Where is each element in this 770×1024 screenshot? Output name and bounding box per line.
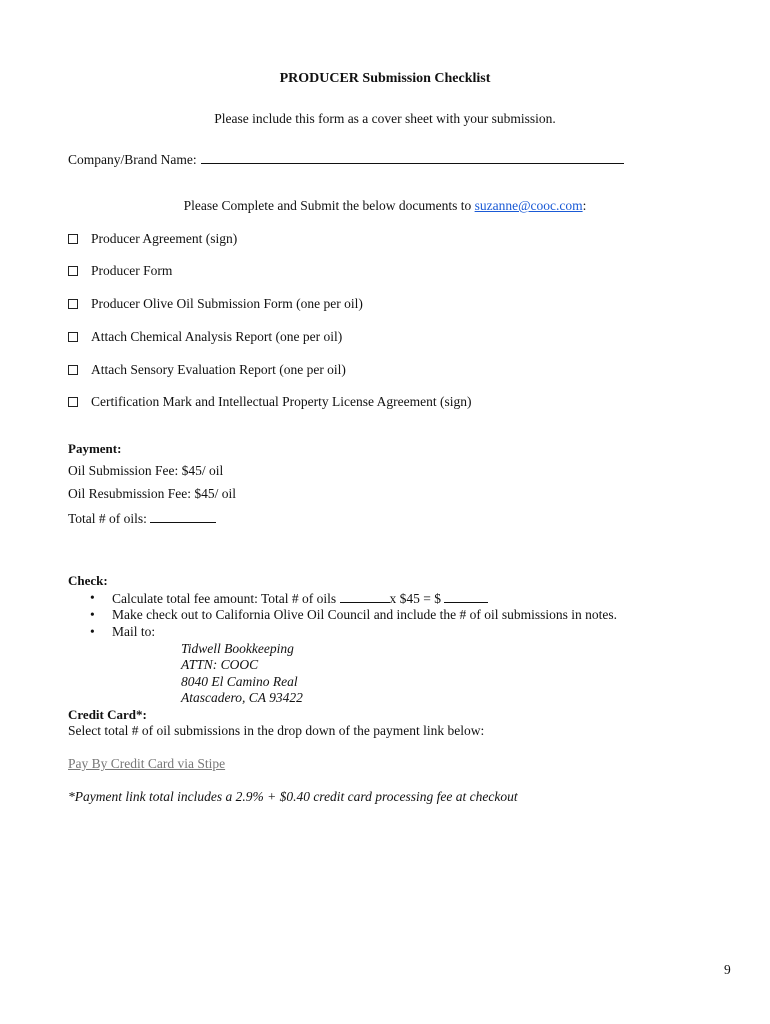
- bullet-marker: •: [90, 590, 95, 605]
- email-link[interactable]: suzanne@cooc.com: [474, 198, 583, 213]
- address-line: 8040 El Camino Real: [181, 674, 298, 689]
- total-amount-field[interactable]: [444, 590, 488, 603]
- bullet-text: Make check out to California Olive Oil Council and include the # of oil submissions in notes.: [112, 607, 618, 622]
- checkbox[interactable]: [68, 299, 78, 309]
- checklist-item: [68, 394, 472, 410]
- page-number: 9: [724, 962, 731, 977]
- checklist-item: [68, 362, 346, 378]
- page-title: PRODUCER Submission Checklist: [279, 71, 491, 86]
- page-subtitle: Please include this form as a cover sheet with your submission.: [214, 111, 556, 126]
- checklist-item-label: Producer Olive Oil Submission Form (one per oil): [91, 296, 363, 311]
- bullet-marker: •: [90, 607, 95, 622]
- check-heading: Check:: [68, 573, 108, 588]
- address-line: Atascadero, CA 93422: [181, 690, 303, 705]
- oils-count-field[interactable]: [340, 590, 390, 603]
- checkbox[interactable]: [68, 234, 78, 244]
- total-oils-label: Total # of oils:: [68, 511, 147, 526]
- check-bullet: [90, 624, 155, 640]
- pay-by-credit-link[interactable]: Pay By Credit Card via Stipe: [68, 756, 226, 771]
- instructions-suffix: :: [582, 198, 587, 213]
- checkbox[interactable]: [68, 266, 78, 276]
- resubmission-fee: Oil Resubmission Fee: $45/ oil: [68, 486, 237, 501]
- checklist-item-label: Attach Sensory Evaluation Report (one per oil): [91, 362, 346, 377]
- company-label: Company/Brand Name:: [68, 152, 197, 167]
- checklist-item: [68, 231, 237, 247]
- bullet-marker: •: [90, 624, 95, 639]
- checkbox[interactable]: [68, 332, 78, 342]
- total-oils-field[interactable]: [150, 510, 216, 523]
- check-bullet: [90, 607, 617, 623]
- company-name-field[interactable]: [201, 150, 624, 164]
- checklist-item: [68, 296, 363, 312]
- check-bullet: [90, 590, 488, 607]
- total-oils-row: [68, 510, 216, 527]
- processing-fee-note: *Payment link total includes a 2.9% + $0.40 credit card processing fee at checkout: [68, 789, 518, 804]
- checklist-item-label: Attach Chemical Analysis Report (one per oil): [91, 329, 343, 344]
- checklist-item-label: Certification Mark and Intellectual Property License Agreement (sign): [91, 394, 472, 409]
- bullet-text: Mail to:: [112, 624, 156, 639]
- checklist-item-label: Producer Form: [91, 263, 173, 278]
- address-line: Tidwell Bookkeeping: [181, 641, 294, 656]
- submit-instructions: [0, 198, 770, 214]
- bullet-text: Calculate total fee amount: Total # of oils x $45 = $: [112, 590, 488, 607]
- address-line: ATTN: COOC: [181, 657, 259, 672]
- checkbox[interactable]: [68, 365, 78, 375]
- checkbox[interactable]: [68, 397, 78, 407]
- checklist-item: [68, 329, 342, 345]
- submission-fee: Oil Submission Fee: $45/ oil: [68, 463, 224, 478]
- company-row: [68, 150, 624, 168]
- credit-heading: Credit Card*:: [68, 707, 147, 722]
- payment-heading: Payment:: [68, 441, 122, 456]
- credit-instruction: Select total # of oil submissions in the drop down of the payment link below:: [68, 723, 485, 738]
- checklist-item-label: Producer Agreement (sign): [91, 231, 238, 246]
- instructions-text: Please Complete and Submit the below documents to: [183, 198, 475, 213]
- checklist-item: [68, 263, 172, 279]
